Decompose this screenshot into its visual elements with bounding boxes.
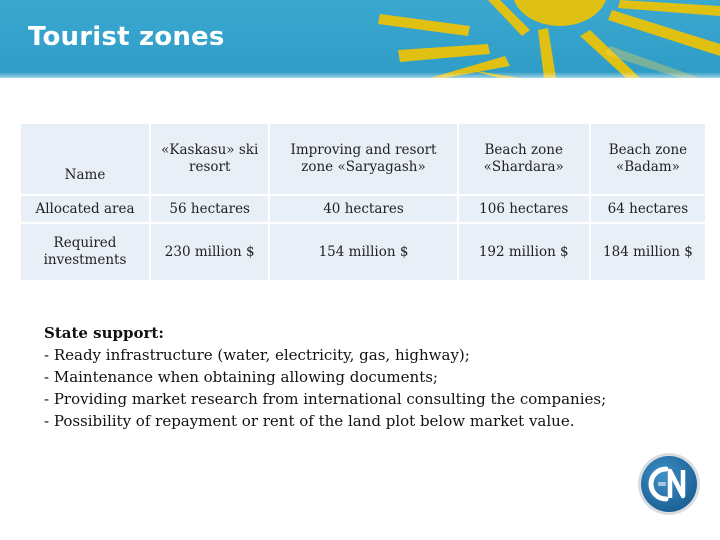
support-item: - Maintenance when obtaining allowing documents;: [44, 368, 438, 386]
header-fade: [0, 72, 720, 78]
slide-title: Tourist zones: [28, 22, 225, 52]
table-cell: 106 hectares: [458, 195, 590, 223]
table-cell: 40 hectares: [269, 195, 457, 223]
table-header-cell: Beach zone «Badam»: [590, 123, 706, 195]
tourist-zones-table: [19, 122, 707, 282]
table-cell: 192 million $: [458, 223, 590, 281]
table-header-cell: Beach zone «Shardara»: [458, 123, 590, 195]
support-item: - Ready infrastructure (water, electricity, gas, highway);: [44, 346, 470, 364]
table-cell: 184 million $: [590, 223, 706, 281]
table-cell: 64 hectares: [590, 195, 706, 223]
table-header-row: [20, 123, 706, 195]
row-label: Required investments: [20, 223, 150, 281]
row-label: Allocated area: [20, 195, 150, 223]
table-cell: 154 million $: [269, 223, 457, 281]
table-header-cell: Name: [20, 123, 150, 195]
table-row: [20, 195, 706, 223]
support-item: - Possibility of repayment or rent of the land plot below market value.: [44, 412, 575, 430]
on-logo-icon: [636, 451, 702, 517]
state-support-heading: State support:: [44, 324, 164, 342]
table-cell: 56 hectares: [150, 195, 269, 223]
state-support-section: [44, 322, 684, 432]
table-cell: 230 million $: [150, 223, 269, 281]
table-header-cell: Improving and resort zone «Saryagash»: [269, 123, 457, 195]
table-row: [20, 223, 706, 281]
support-item: - Providing market research from international consulting the companies;: [44, 390, 607, 408]
table-header-cell: «Kaskasu» ski resort: [150, 123, 269, 195]
